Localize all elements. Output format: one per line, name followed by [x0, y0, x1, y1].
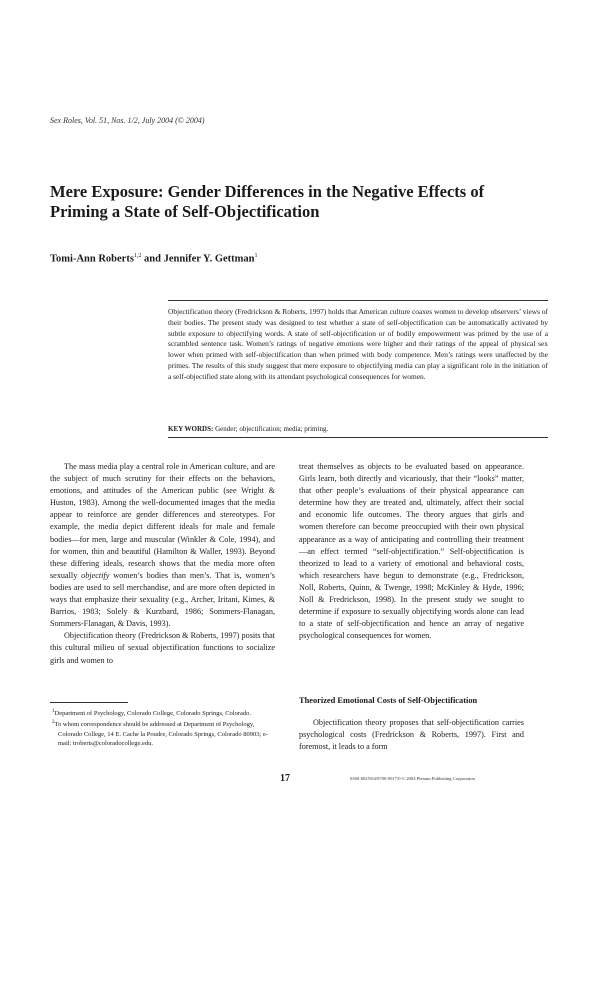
abstract-bottom-rule — [168, 437, 548, 438]
footnote-2 — [50, 718, 275, 748]
author-1-affiliation: 1,2 — [133, 253, 142, 259]
body-paragraph: Objectification theory proposes that self-objectification carries psychological costs (Fredrickson & Roberts, 1997). First and foremost, it leads to a form — [299, 718, 524, 752]
journal-citation: Sex Roles, Vol. 51, Nos. 1/2, July 2004 (© 2004) — [50, 116, 205, 125]
keywords — [168, 425, 548, 433]
section-heading: Theorized Emotional Costs of Self-Objectification — [299, 696, 478, 705]
author-2-affiliation: 1 — [254, 253, 258, 259]
footnote-1 — [50, 707, 275, 718]
emphasis-text: objectify — [81, 570, 110, 580]
footnote-mark: 2 — [52, 720, 55, 726]
keywords-label: KEY WORDS: — [168, 425, 214, 433]
page-number: 17 — [280, 773, 290, 784]
author-2: Jennifer Y. Gettman — [163, 253, 255, 265]
paper-title: Mere Exposure: Gender Differences in the Negative Effects of Priming a State of Self-Objectification — [50, 182, 485, 221]
copyright-line: 0360-0025/04/0700-0017/0 © 2004 Plenum Publishing Corporation — [350, 776, 475, 781]
body-text: women’s bodies than men’s. That is, women’s bodies are used to sell merchandise, and are more often depicted in ways that emphasize their sexuality (e.g., Archer, Iritani, Kimes, & Barrios, 1983; Solely & Kurzbard, 1986; Sommers-Flanagan, Sommers-Flanagan, & Davis, 1993). — [50, 570, 275, 629]
abstract: Objectification theory (Fredrickson & Roberts, 1997) holds that American culture coaxes women to develop observers’ views of their bodies. The present study was designed to test whether a state of self-objectification can be automatically activated by subtle exposure to objectifying words. A state of self-objectification or of bodily empowerment was primed by the use of a scrambled sentence task. Women’s ratings of negative emotions were higher and their ratings of the appeal of physical sex lower when primed with self-objectification than when primed with body competence. Men’s ratings were unaffected by the primes. The results of this study suggest that mere exposure to objectifying media can play a significant role in the initiation of a self-objectified state along with its attendant psychological consequences for women. — [168, 307, 548, 381]
footnote-text: To whom correspondence should be addressed at Department of Psychology, Colorado College, 14 E. Cache la Poudre, Colorado Springs, Colorado 80903; e-mail: troberts@coloradocollege.edu. — [54, 721, 268, 747]
footnote-rule — [50, 702, 128, 703]
left-column — [50, 461, 275, 667]
body-text: The mass media play a central role in American culture, and are the subject of much scrutiny for their effects on the behaviors, emotions, and attitudes of the American public (see Wright & Huston, 1983). Among the well-documented images that the media appear to reinforce are gender differences and stereotypes. For example, the media depict different ideals for male and female bodies—for men, large and muscular (Winkler & Cole, 1994), and for women, thin and beautiful (Hamilton & Waller, 1993). Beyond these differing ideals, research shows that the media more often sexually — [50, 462, 275, 580]
body-paragraph — [50, 461, 275, 630]
footnote-mark: 1 — [52, 709, 55, 714]
body-paragraph: treat themselves as objects to be evaluated based on appearance. Girls learn, both directly and vicariously, that their “looks” matter, that other people’s evaluations of their physical appearance can determine how they are treated and, ultimately, affect their social and economic life outcomes. The theory argues that girls and women therefore can become preoccupied with their own physical appearance as a way of anticipating and controlling their treatment—an effect termed “self-objectification.” Self-objectification is theorized to lead to a variety of emotional and behavioral costs, which researchers have begun to demonstrate (e.g., Fredrickson, Noll, Roberts, Quinn, & Twenge, 1998; McKinley & Hyde, 1996; Noll & Fredrickson, 1998). In the present study we sought to determine if exposure to sexually objectifying words alone can lead to a state of self-objectification and hence an array of negative psychological consequences for women. — [299, 462, 524, 641]
footnote-text: Department of Psychology, Colorado College, Colorado Springs, Colorado. — [54, 710, 252, 718]
section-body — [299, 717, 524, 753]
right-column — [299, 461, 524, 642]
abstract-top-rule — [168, 300, 548, 301]
keywords-text: Gender; objectification; media; priming. — [213, 425, 329, 433]
author-conjunction: and — [141, 253, 164, 265]
body-paragraph: Objectification theory (Fredrickson & Roberts, 1997) posits that this cultural milieu of sexual objectification functions to socialize girls and women to — [50, 631, 275, 665]
author-line — [50, 253, 258, 265]
author-1: Tomi-Ann Roberts — [50, 253, 134, 265]
footnotes — [50, 707, 275, 748]
